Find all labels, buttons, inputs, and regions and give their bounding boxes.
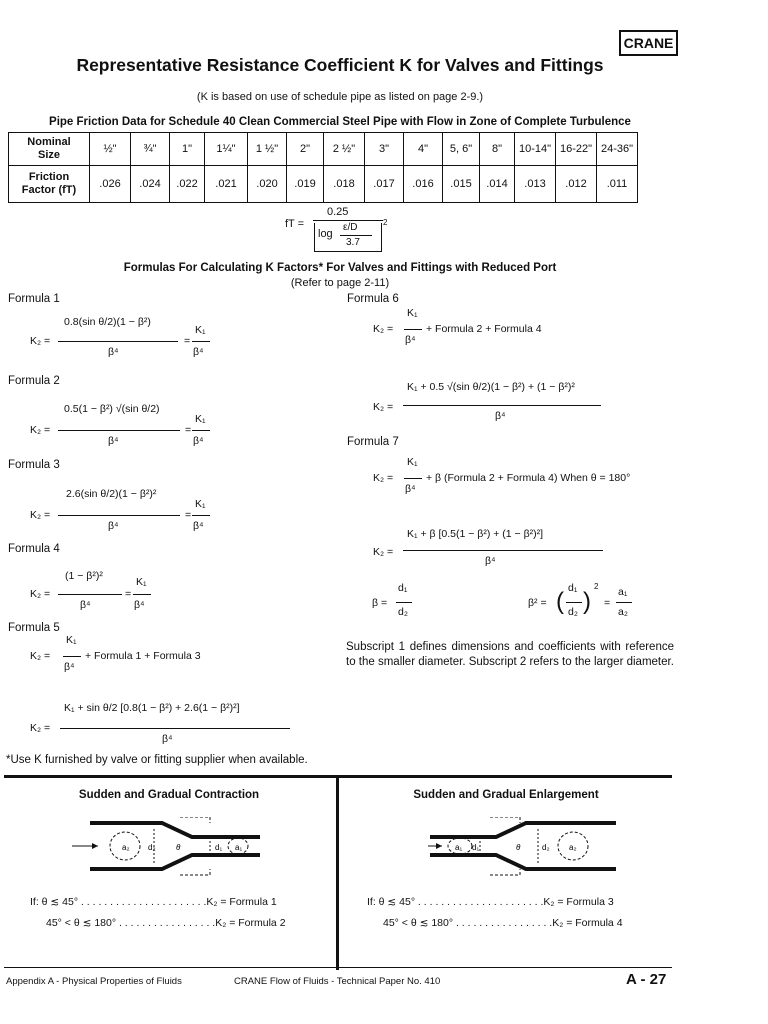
enlargement-heading: Sudden and Gradual Enlargement [413,789,599,801]
friction-factor-cell: .019 [287,166,324,203]
contraction-label-d2: d₂ [148,843,156,852]
page-number: A - 27 [626,971,667,988]
friction-factor-cell: .012 [556,166,597,203]
friction-factor-header: Friction Factor (fT) [9,166,90,203]
formula-7: K₁ K₂ = β⁴ + β (Formula 2 + Formula 4) When θ = 180° K₁ + β [0.5(1 − β²) + (1 − β²)²] K₂ = β⁴ [373,456,631,567]
size-cell: 1 ½" [248,133,287,166]
enlargement-diagram [428,817,638,877]
enlargement-label-a2: a₂ [569,843,577,852]
size-cell: 2 ½" [324,133,365,166]
formula-2-label: Formula 2 [8,375,60,387]
formula-1-label: Formula 1 [8,293,60,305]
friction-factor-cell: .016 [404,166,443,203]
formula-5-label: Formula 5 [8,622,60,634]
friction-table [8,132,638,203]
formula-4-label: Formula 4 [8,543,60,555]
friction-factor-cell: .018 [324,166,365,203]
enlargement-condition-2: 45° < θ ≲ 180° . . . . . . . . . . . . . . . . .K₂ = Formula 4 [383,917,623,929]
contraction-diagram [70,817,280,877]
friction-factor-cell: .017 [365,166,404,203]
formula-2: 0.5(1 − β²) √(sin θ/2) K₂ = β⁴ = K₁ β⁴ [30,395,230,457]
formula-5: K₁ K₂ = β⁴ + Formula 1 + Formula 3 K₁ + sin θ/2 [0.8(1 − β²) + 2.6(1 − β²)²] K₂ = β⁴ [30,634,290,752]
enlargement-condition-1: If: θ ≲ 45° . . . . . . . . . . . . . . . . . . . . . .K₂ = Formula 3 [367,896,614,908]
friction-factor-cell: .022 [170,166,205,203]
size-cell: 3" [365,133,404,166]
size-cell: ½" [90,133,131,166]
formula-1: 0.8(sin θ/2)(1 − β²) K₂ = β⁴ = K₁ β⁴ [30,310,230,372]
enlargement-label-d2: d₂ [542,843,550,852]
friction-factor-cell: .015 [443,166,480,203]
subscript-note: Subscript 1 defines dimensions and coefficients with reference to the smaller diameter. Subscript 2 refers to the larger diameter. [346,641,674,668]
contraction-label-a2: a₂ [122,843,130,852]
size-cell: 10-14" [515,133,556,166]
enlargement-label-theta: θ [516,843,521,852]
column-divider [336,777,339,970]
formula-6: K₁ K₂ = β⁴ + Formula 2 + Formula 4 K₁ + 0.5 √(sin θ/2)(1 − β²) + (1 − β²)² K₂ = β⁴ [373,307,633,427]
page-subtitle: (K is based on use of schedule pipe as listed on page 2-9.) [196,91,484,103]
contraction-heading: Sudden and Gradual Contraction [78,789,260,801]
size-cell: 24-36" [597,133,638,166]
friction-factor-cell: .026 [90,166,131,203]
crane-badge: CRANE [619,30,678,56]
formula-3: 2.6(sin θ/2)(1 − β²)² K₂ = β⁴ = K₁ β⁴ [30,480,230,542]
friction-factor-cell: .011 [597,166,638,203]
friction-factor-cell: .014 [480,166,515,203]
size-cell: 1" [170,133,205,166]
formulas-heading: Formulas For Calculating K Factors* For Valves and Fittings with Reduced Port [123,262,557,274]
size-cell: 8" [480,133,515,166]
enlargement-label-d1: d₁ [472,843,480,852]
footer-rule [4,967,672,968]
size-cell: ¾" [131,133,170,166]
formula-4: (1 − β²)² K₂ = β⁴ = K₁ β⁴ [30,562,230,618]
contraction-label-d1: d₁ [215,843,223,852]
size-cell: 1¼" [205,133,248,166]
friction-factor-cell: .020 [248,166,287,203]
nominal-size-header: Nominal Size [9,133,90,166]
contraction-condition-1: If: θ ≲ 45° . . . . . . . . . . . . . . . . . . . . . .K₂ = Formula 1 [30,896,277,908]
formulas-reference: (Refer to page 2-11) [290,277,390,289]
footnote: *Use K furnished by valve or fitting supplier when available. [6,754,308,766]
friction-table-title: Pipe Friction Data for Schedule 40 Clean Commercial Steel Pipe with Flow in Zone of Complete Turbulence [49,116,631,128]
contraction-label-theta: θ [176,843,181,852]
size-cell: 16-22" [556,133,597,166]
friction-factor-cell: .013 [515,166,556,203]
formula-3-label: Formula 3 [8,459,60,471]
footer-left: Appendix A - Physical Properties of Fluids [6,976,182,987]
contraction-label-a1: a₁ [235,843,243,852]
formula-6-label: Formula 6 [347,293,399,305]
enlargement-label-a1: a₁ [455,843,463,852]
page-title: Representative Resistance Coefficient K for Valves and Fittings [76,55,604,75]
beta-definitions: β = d₁ d₂ β² = ( d₁ d₂ ) 2 = a₁ a₂ [370,578,670,634]
friction-factor-cell: .024 [131,166,170,203]
size-cell: 4" [404,133,443,166]
ft-formula: fT = 0.25 log ε/D 3.7 2 [285,206,405,256]
friction-factor-cell: .021 [205,166,248,203]
formula-7-label: Formula 7 [347,436,399,448]
size-cell: 2" [287,133,324,166]
contraction-condition-2: 45° < θ ≲ 180° . . . . . . . . . . . . . . . . .K₂ = Formula 2 [46,917,286,929]
size-cell: 5, 6" [443,133,480,166]
footer-center: CRANE Flow of Fluids - Technical Paper No. 410 [234,976,441,987]
